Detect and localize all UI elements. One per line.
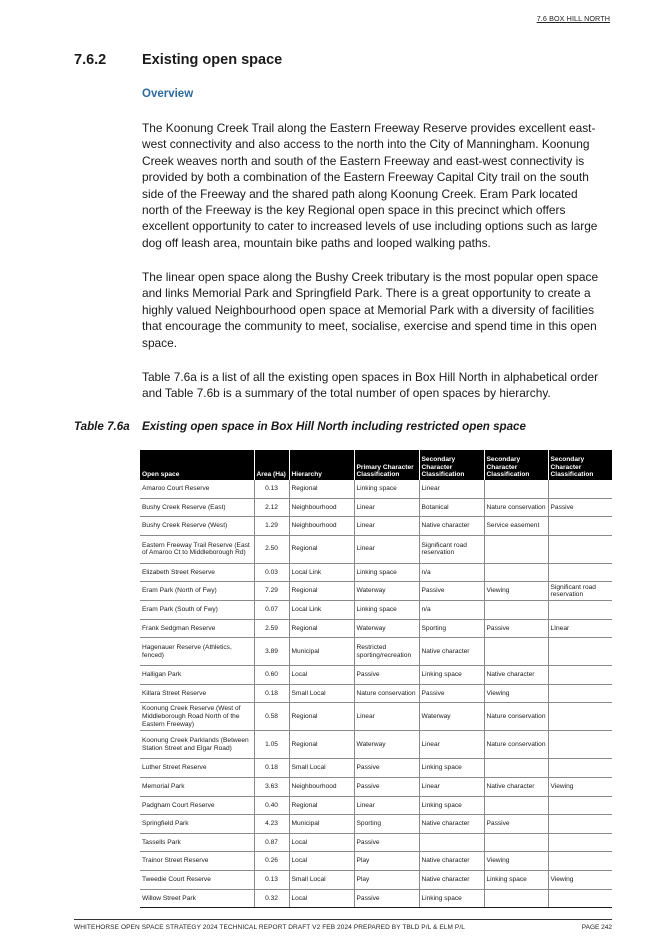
cell-secondary-1: Waterway (419, 703, 484, 731)
cell-primary-character: Linking space (354, 480, 419, 498)
table-row (140, 759, 612, 778)
cell-open-space: Bushy Creek Reserve (East) (140, 498, 254, 517)
cell-open-space: Memorial Park (140, 777, 254, 796)
cell-hierarchy: Local Link (289, 563, 354, 582)
cell-primary-character: Linear (354, 796, 419, 815)
cell-open-space: Eastern Freeway Trail Reserve (East of Amaroo Ct to Middleborough Rd) (140, 535, 254, 563)
table-row (140, 777, 612, 796)
cell-secondary-2: Nature conservation (484, 498, 548, 517)
cell-open-space: Willow Street Park (140, 889, 254, 908)
table-row (140, 703, 612, 731)
cell-secondary-1: Passive (419, 684, 484, 703)
cell-primary-character: Sporting (354, 815, 419, 834)
section-title: Existing open space (142, 52, 283, 68)
table-row (140, 666, 612, 685)
cell-hierarchy: Municipal (289, 638, 354, 666)
cell-area: 0.13 (254, 870, 289, 889)
cell-area: 3.63 (254, 777, 289, 796)
cell-area: 1.05 (254, 731, 289, 759)
cell-secondary-3 (548, 638, 612, 666)
cell-secondary-3 (548, 815, 612, 834)
cell-secondary-1: Linear (419, 731, 484, 759)
cell-secondary-1: Native character (419, 870, 484, 889)
cell-secondary-2: Passive (484, 815, 548, 834)
cell-primary-character: Linear (354, 498, 419, 517)
cell-primary-character: Linear (354, 517, 419, 536)
open-space-table (140, 450, 612, 908)
cell-area: 0.58 (254, 703, 289, 731)
table-row (140, 535, 612, 563)
running-head: 7.6 BOX HILL NORTH (536, 14, 610, 23)
cell-open-space: Luther Street Reserve (140, 759, 254, 778)
cell-hierarchy: Neighbourhood (289, 498, 354, 517)
cell-primary-character: Passive (354, 833, 419, 852)
cell-secondary-1: Linking space (419, 759, 484, 778)
cell-primary-character: Waterway (354, 619, 419, 638)
cell-open-space: Koonung Creek Parklands (Between Station Street and Elgar Road) (140, 731, 254, 759)
cell-primary-character: Play (354, 870, 419, 889)
cell-secondary-1: Linear (419, 777, 484, 796)
cell-secondary-3: Viewing (548, 777, 612, 796)
cell-open-space: Amaroo Court Reserve (140, 480, 254, 498)
cell-area: 0.18 (254, 759, 289, 778)
cell-secondary-3 (548, 480, 612, 498)
header-hierarchy: Hierarchy (289, 450, 354, 480)
cell-secondary-1: Sporting (419, 619, 484, 638)
cell-open-space: Padgham Court Reserve (140, 796, 254, 815)
cell-secondary-3 (548, 666, 612, 685)
cell-open-space: Eram Park (South of Fwy) (140, 600, 254, 619)
cell-hierarchy: Local (289, 833, 354, 852)
cell-secondary-1: Linking space (419, 889, 484, 908)
cell-secondary-1: Native character (419, 852, 484, 871)
cell-secondary-2: Viewing (484, 582, 548, 601)
cell-secondary-3 (548, 600, 612, 619)
table-row (140, 498, 612, 517)
cell-area: 0.18 (254, 684, 289, 703)
cell-secondary-2 (484, 600, 548, 619)
cell-secondary-2 (484, 480, 548, 498)
cell-open-space: Eram Park (North of Fwy) (140, 582, 254, 601)
cell-primary-character: Play (354, 852, 419, 871)
cell-primary-character: Passive (354, 777, 419, 796)
cell-area: 0.87 (254, 833, 289, 852)
cell-hierarchy: Municipal (289, 815, 354, 834)
cell-secondary-2: Nature conservation (484, 703, 548, 731)
cell-area: 1.29 (254, 517, 289, 536)
cell-open-space: Springfield Park (140, 815, 254, 834)
paragraph-3: Table 7.6a is a list of all the existing open spaces in Box Hill North in alphabetical order and Table 7.6b is a summary of the total number of open spaces by hierarchy. (142, 370, 599, 401)
cell-secondary-3 (548, 796, 612, 815)
cell-secondary-1: Linking space (419, 796, 484, 815)
cell-secondary-2 (484, 535, 548, 563)
cell-primary-character: Waterway (354, 582, 419, 601)
cell-secondary-2: Viewing (484, 852, 548, 871)
cell-area: 7.29 (254, 582, 289, 601)
paragraph-1: The Koonung Creek Trail along the Eastern Freeway Reserve provides excellent east-west connectivity and also access to the north into the City of Manningham. Koonung Creek weaves north and south of the Eastern Freeway and east-west connectivity is provided by both a combination of the Eastern Freeway Capital City trail on the south side of the Freeway and the shared path along Koonung Creek. Eram Park located north of the Freeway is the key Regional open space in this precinct which offers excellent opportunity to cater to increased levels of use including options such as large dog off leash area, mountain bike paths and looped walking paths. (142, 121, 598, 250)
cell-primary-character: Passive (354, 759, 419, 778)
cell-primary-character: Linear (354, 535, 419, 563)
cell-secondary-3 (548, 535, 612, 563)
cell-secondary-2: Nature conservation (484, 731, 548, 759)
cell-primary-character: Restricted sporting/recreation (354, 638, 419, 666)
cell-hierarchy: Small Local (289, 870, 354, 889)
cell-secondary-1: Passive (419, 582, 484, 601)
table-row (140, 870, 612, 889)
cell-primary-character: Nature conservation (354, 684, 419, 703)
table-header-row (140, 450, 612, 480)
cell-secondary-2 (484, 796, 548, 815)
cell-secondary-3: Viewing (548, 870, 612, 889)
cell-primary-character: Linking space (354, 563, 419, 582)
cell-area: 0.07 (254, 600, 289, 619)
header-secondary-character-2: Secondary Character Classification (484, 450, 548, 480)
cell-open-space: Trainor Street Reserve (140, 852, 254, 871)
table-row (140, 852, 612, 871)
cell-secondary-2 (484, 889, 548, 908)
table-row (140, 796, 612, 815)
cell-secondary-1: Native character (419, 638, 484, 666)
cell-area: 0.60 (254, 666, 289, 685)
cell-secondary-2: Service easement (484, 517, 548, 536)
table-row (140, 563, 612, 582)
cell-hierarchy: Small Local (289, 759, 354, 778)
footer-text: WHITEHORSE OPEN SPACE STRATEGY 2024 TECHNICAL REPORT DRAFT V2 FEB 2024 PREPARED BY TBLD P/L & ELM P/L (74, 924, 465, 931)
cell-secondary-3 (548, 759, 612, 778)
cell-secondary-3 (548, 517, 612, 536)
cell-open-space: Tweedie Court Reserve (140, 870, 254, 889)
table-row (140, 889, 612, 908)
cell-open-space: Halligan Park (140, 666, 254, 685)
cell-area: 3.89 (254, 638, 289, 666)
cell-secondary-2 (484, 563, 548, 582)
cell-secondary-1: Native character (419, 517, 484, 536)
header-open-space: Open space (140, 450, 254, 480)
cell-secondary-2: Native character (484, 777, 548, 796)
cell-hierarchy: Regional (289, 480, 354, 498)
cell-area: 4.23 (254, 815, 289, 834)
header-secondary-character-3: Secondary Character Classification (548, 450, 612, 480)
table-row (140, 480, 612, 498)
footer-rule (74, 919, 612, 920)
cell-secondary-3: Passive (548, 498, 612, 517)
cell-secondary-1: Significant road reservation (419, 535, 484, 563)
cell-secondary-3 (548, 703, 612, 731)
cell-secondary-2: Passive (484, 619, 548, 638)
cell-hierarchy: Local Link (289, 600, 354, 619)
table-row (140, 815, 612, 834)
cell-hierarchy: Small Local (289, 684, 354, 703)
header-secondary-character-1: Secondary Character Classification (419, 450, 484, 480)
cell-open-space: Hagenauer Reserve (Athletics, fenced) (140, 638, 254, 666)
cell-primary-character: Passive (354, 889, 419, 908)
cell-secondary-1: Linking space (419, 666, 484, 685)
cell-secondary-2 (484, 638, 548, 666)
table-row (140, 638, 612, 666)
cell-secondary-1: Native character (419, 815, 484, 834)
section-number: 7.6.2 (74, 52, 107, 68)
cell-secondary-2: Native character (484, 666, 548, 685)
cell-hierarchy: Neighbourhood (289, 777, 354, 796)
cell-hierarchy: Regional (289, 619, 354, 638)
cell-secondary-3 (548, 889, 612, 908)
cell-hierarchy: Regional (289, 703, 354, 731)
cell-area: 2.12 (254, 498, 289, 517)
table-title: Existing open space in Box Hill North including restricted open space (142, 420, 526, 433)
cell-open-space: Bushy Creek Reserve (West) (140, 517, 254, 536)
cell-open-space: Koonung Creek Reserve (West of Middleborough Road North of the Eastern Freeway) (140, 703, 254, 731)
cell-area: 2.59 (254, 619, 289, 638)
cell-area: 0.13 (254, 480, 289, 498)
table-row (140, 517, 612, 536)
cell-secondary-1: n/a (419, 563, 484, 582)
cell-primary-character: Linking space (354, 600, 419, 619)
cell-hierarchy: Local (289, 666, 354, 685)
cell-secondary-3 (548, 563, 612, 582)
cell-open-space: Tassells Park (140, 833, 254, 852)
cell-area: 0.40 (254, 796, 289, 815)
cell-hierarchy: Regional (289, 535, 354, 563)
header-area: Area (Ha) (254, 450, 289, 480)
table-number: Table 7.6a (74, 420, 130, 433)
cell-area: 0.26 (254, 852, 289, 871)
cell-primary-character: Passive (354, 666, 419, 685)
cell-secondary-3 (548, 684, 612, 703)
cell-hierarchy: Local (289, 852, 354, 871)
cell-secondary-3 (548, 852, 612, 871)
cell-secondary-2 (484, 833, 548, 852)
cell-hierarchy: Neighbourhood (289, 517, 354, 536)
cell-open-space: Killara Street Reserve (140, 684, 254, 703)
overview-heading: Overview (142, 88, 194, 100)
cell-secondary-1 (419, 833, 484, 852)
cell-hierarchy: Regional (289, 731, 354, 759)
table-row (140, 619, 612, 638)
cell-open-space: Frank Sedgman Reserve (140, 619, 254, 638)
cell-primary-character: Linear (354, 703, 419, 731)
cell-hierarchy: Local (289, 889, 354, 908)
page-number: PAGE 242 (581, 924, 612, 931)
cell-area: 2.50 (254, 535, 289, 563)
header-primary-character: Primary Character Classification (354, 450, 419, 480)
cell-secondary-2 (484, 759, 548, 778)
cell-secondary-3: LInear (548, 619, 612, 638)
cell-secondary-1: Botanical (419, 498, 484, 517)
table-row (140, 684, 612, 703)
cell-area: 0.03 (254, 563, 289, 582)
cell-secondary-2: Viewing (484, 684, 548, 703)
table-row (140, 833, 612, 852)
cell-secondary-3 (548, 731, 612, 759)
cell-area: 0.32 (254, 889, 289, 908)
paragraph-2: The linear open space along the Bushy Creek tributary is the most popular open space and links Memorial Park and Springfield Park. There is a great opportunity to create a highly valued Neighbourhood open space at Memorial Park with a diversity of facilities that encourage the community to meet, socialise, exercise and spend time in this open space. (142, 270, 599, 350)
table-row (140, 731, 612, 759)
cell-open-space: Elizabeth Street Reserve (140, 563, 254, 582)
cell-secondary-2: Linking space (484, 870, 548, 889)
cell-secondary-1: n/a (419, 600, 484, 619)
cell-primary-character: Waterway (354, 731, 419, 759)
table-row (140, 600, 612, 619)
cell-secondary-3 (548, 833, 612, 852)
cell-secondary-1: Linear (419, 480, 484, 498)
cell-hierarchy: Regional (289, 582, 354, 601)
table-row (140, 582, 612, 601)
cell-hierarchy: Regional (289, 796, 354, 815)
cell-secondary-3: Significant road reservation (548, 582, 612, 601)
